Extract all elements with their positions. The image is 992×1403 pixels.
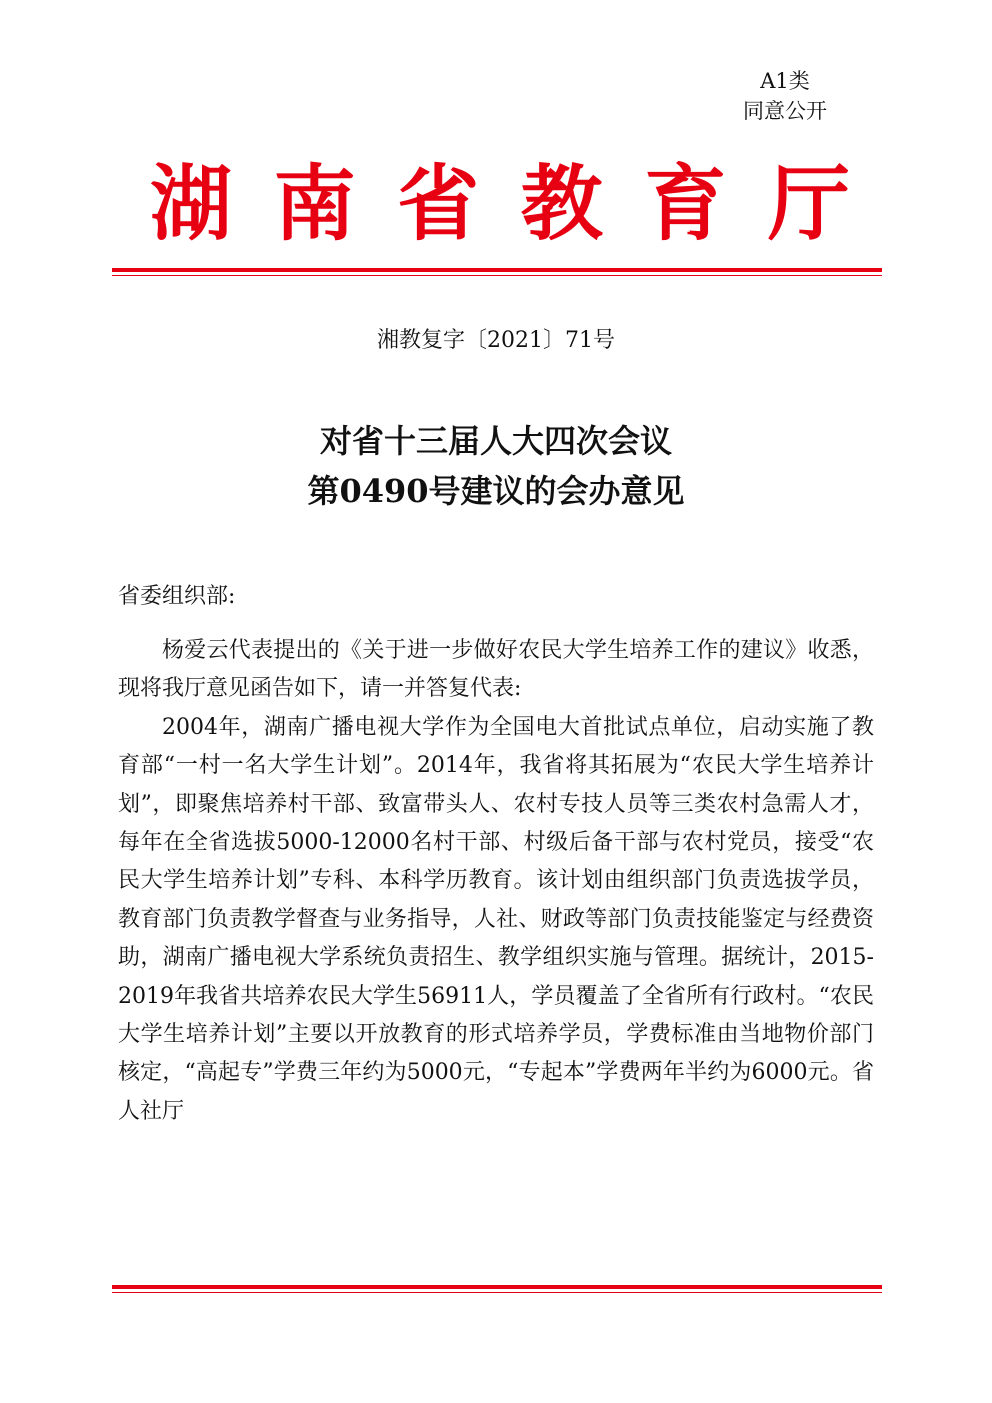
disclosure-label: 同意公开: [743, 99, 827, 123]
document-title: [0, 416, 992, 516]
issuer-char: 育: [644, 157, 727, 252]
document-number: 湘教复字〔2021〕71号: [377, 328, 615, 353]
salutation: 省委组织部:: [118, 584, 236, 609]
classification-block: [743, 66, 827, 126]
title-line-1: 对省十三届人大四次会议: [319, 422, 672, 460]
document-body: [118, 632, 874, 1131]
footer-red-rule: [112, 1285, 882, 1293]
header-red-rule: [112, 268, 882, 276]
body-paragraph: 2004年，湖南广播电视大学作为全国电大首批试点单位，启动实施了教育部“一村一名大学生计划”。2014年，我省将其拓展为“农民大学生培养计划”，即聚焦培养村干部、致富带头人、农村专技人员等三类农村急需人才，每年在全省选拔5000-12000名村干部、村级后备干部与农村党员，接受“农民大学生培养计划”专科、本科学历教育。该计划由组织部门负责选拔学员，教育部门负责教学督查与业务指导，人社、财政等部门负责技能鉴定与经费资助，湖南广播电视大学系统负责招生、教学组织实施与管理。据统计，2015-2019年我省共培养农民大学生56911人，学员覆盖了全省所有行政村。“农民大学生培养计划”主要以开放教育的形式培养学员，学费标准由当地物价部门核定，“高起专”学费三年约为5000元，“专起本”学费两年半约为6000元。省人社厅: [118, 714, 874, 1124]
body-paragraph: 杨爱云代表提出的《关于进一步做好农民大学生培养工作的建议》收悉，现将我厅意见函告如下，请一并答复代表:: [118, 638, 874, 702]
issuer-char: 教: [520, 157, 603, 252]
issuer-char: 省: [397, 157, 480, 252]
class-label: A1类: [760, 69, 810, 93]
title-line-2: 第0490号建议的会办意见: [307, 472, 685, 510]
issuer-char: 南: [273, 157, 356, 252]
issuer-masthead: [150, 150, 850, 260]
issuer-char: 厅: [767, 157, 850, 252]
issuer-char: 湖: [150, 157, 233, 252]
